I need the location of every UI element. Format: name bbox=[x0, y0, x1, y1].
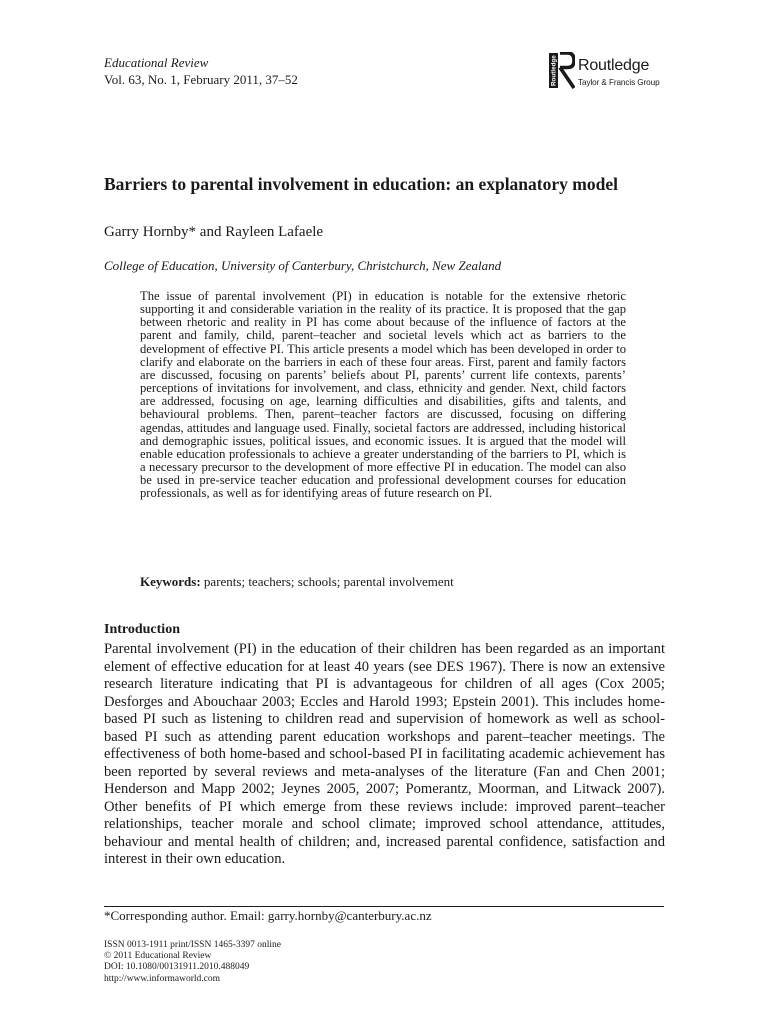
author-affiliation: College of Education, University of Canterbury, Christchurch, New Zealand bbox=[104, 258, 502, 273]
keywords-label: Keywords: bbox=[140, 574, 201, 589]
article-title: Barriers to parental involvement in education: an explanatory model bbox=[104, 174, 618, 194]
section-heading-introduction: Introduction bbox=[104, 622, 180, 637]
issn-line: ISSN 0013-1911 print/ISSN 1465-3397 online bbox=[104, 940, 281, 950]
introduction-paragraph: Parental involvement (PI) in the education of their children has been regarded as an important element of effective education for at least 40 years (see DES 1967). There is now an extensive research literature indicating that PI is advantageous for children of all ages (Cox 2005; Desforges and Abouchaar 2003; Eccles and Harold 1993; Epstein 2001). This includes home-based PI such as listening to children read and supervision of homework as well as school-based PI such as attending parent education workshops and parent–teacher meetings. The effectiveness of both home-based and school-based PI in facilitating academic achievement has been reported by several reviews and meta-analyses of the literature (Fan and Chen 2001; Henderson and Mapp 2002; Jeynes 2005, 2007; Pomerantz, Moorman, and Litwack 2007). Other benefits of PI which emerge from these reviews include: improved parent–teacher relationships, teacher morale and school climate; improved school attendance, attitudes, behaviour and mental health of children; and, increased parental confidence, satisfaction and interest in their own education. bbox=[104, 641, 665, 867]
article-authors: Garry Hornby* and Rayleen Lafaele bbox=[104, 224, 324, 240]
journal-name: Educational Review bbox=[104, 55, 209, 70]
abstract: The issue of parental involvement (PI) in education is notable for the extensive rhetoric supporting it and considerable variation in the reality of its practice. It is proposed that the gap between rhetoric and reality in PI has come about because of the influence of factors at the parent and family, child, parent–teacher and societal levels which act as barriers to the development of effective PI. This article presents a model which has been developed in order to clarify and elaborate on the barriers in each of these four areas. First, parent and family factors are discussed, focusing on parents’ beliefs about PI, parents’ current life contexts, parents’ perceptions of invitations for involvement, and class, ethnicity and gender. Next, child factors are addressed, focusing on age, learning difficulties and disabilities, gifts and talents, and behavioural problems. Then, parent–teacher factors are discussed, focusing on differing agendas, attitudes and language used. Finally, societal factors are addressed, including historical and demographic issues, political issues, and economic issues. It is argued that the model will enable education professionals to achieve a greater understanding of the barriers to PI, which is a necessary precursor to the development of more effective PI in education. The model can also be used in pre-service teacher education and professional development courses for education professionals, as well as for identifying areas of future research on PI. bbox=[140, 289, 626, 501]
journal-header bbox=[104, 54, 298, 88]
doi-line: DOI: 10.1080/00131911.2010.488049 bbox=[104, 962, 250, 973]
publication-footer bbox=[104, 940, 281, 985]
publisher-url: http://www.informaworld.com bbox=[104, 973, 221, 984]
svg-text:Routledge: Routledge bbox=[550, 55, 558, 86]
volume-info: Vol. 63, No. 1, February 2011, 37–52 bbox=[104, 72, 298, 87]
publisher-group: Taylor & Francis Group bbox=[578, 78, 660, 87]
corresponding-author-footnote: *Corresponding author. Email: garry.hornby@canterbury.ac.nz bbox=[104, 908, 432, 923]
copyright-line: © 2011 Educational Review bbox=[104, 951, 212, 962]
routledge-logo-icon bbox=[548, 52, 575, 89]
publisher-brand: Routledge bbox=[578, 57, 650, 74]
keywords-list: parents; teachers; schools; parental involvement bbox=[203, 574, 454, 589]
publisher-logo bbox=[548, 52, 678, 92]
keywords bbox=[140, 574, 630, 590]
